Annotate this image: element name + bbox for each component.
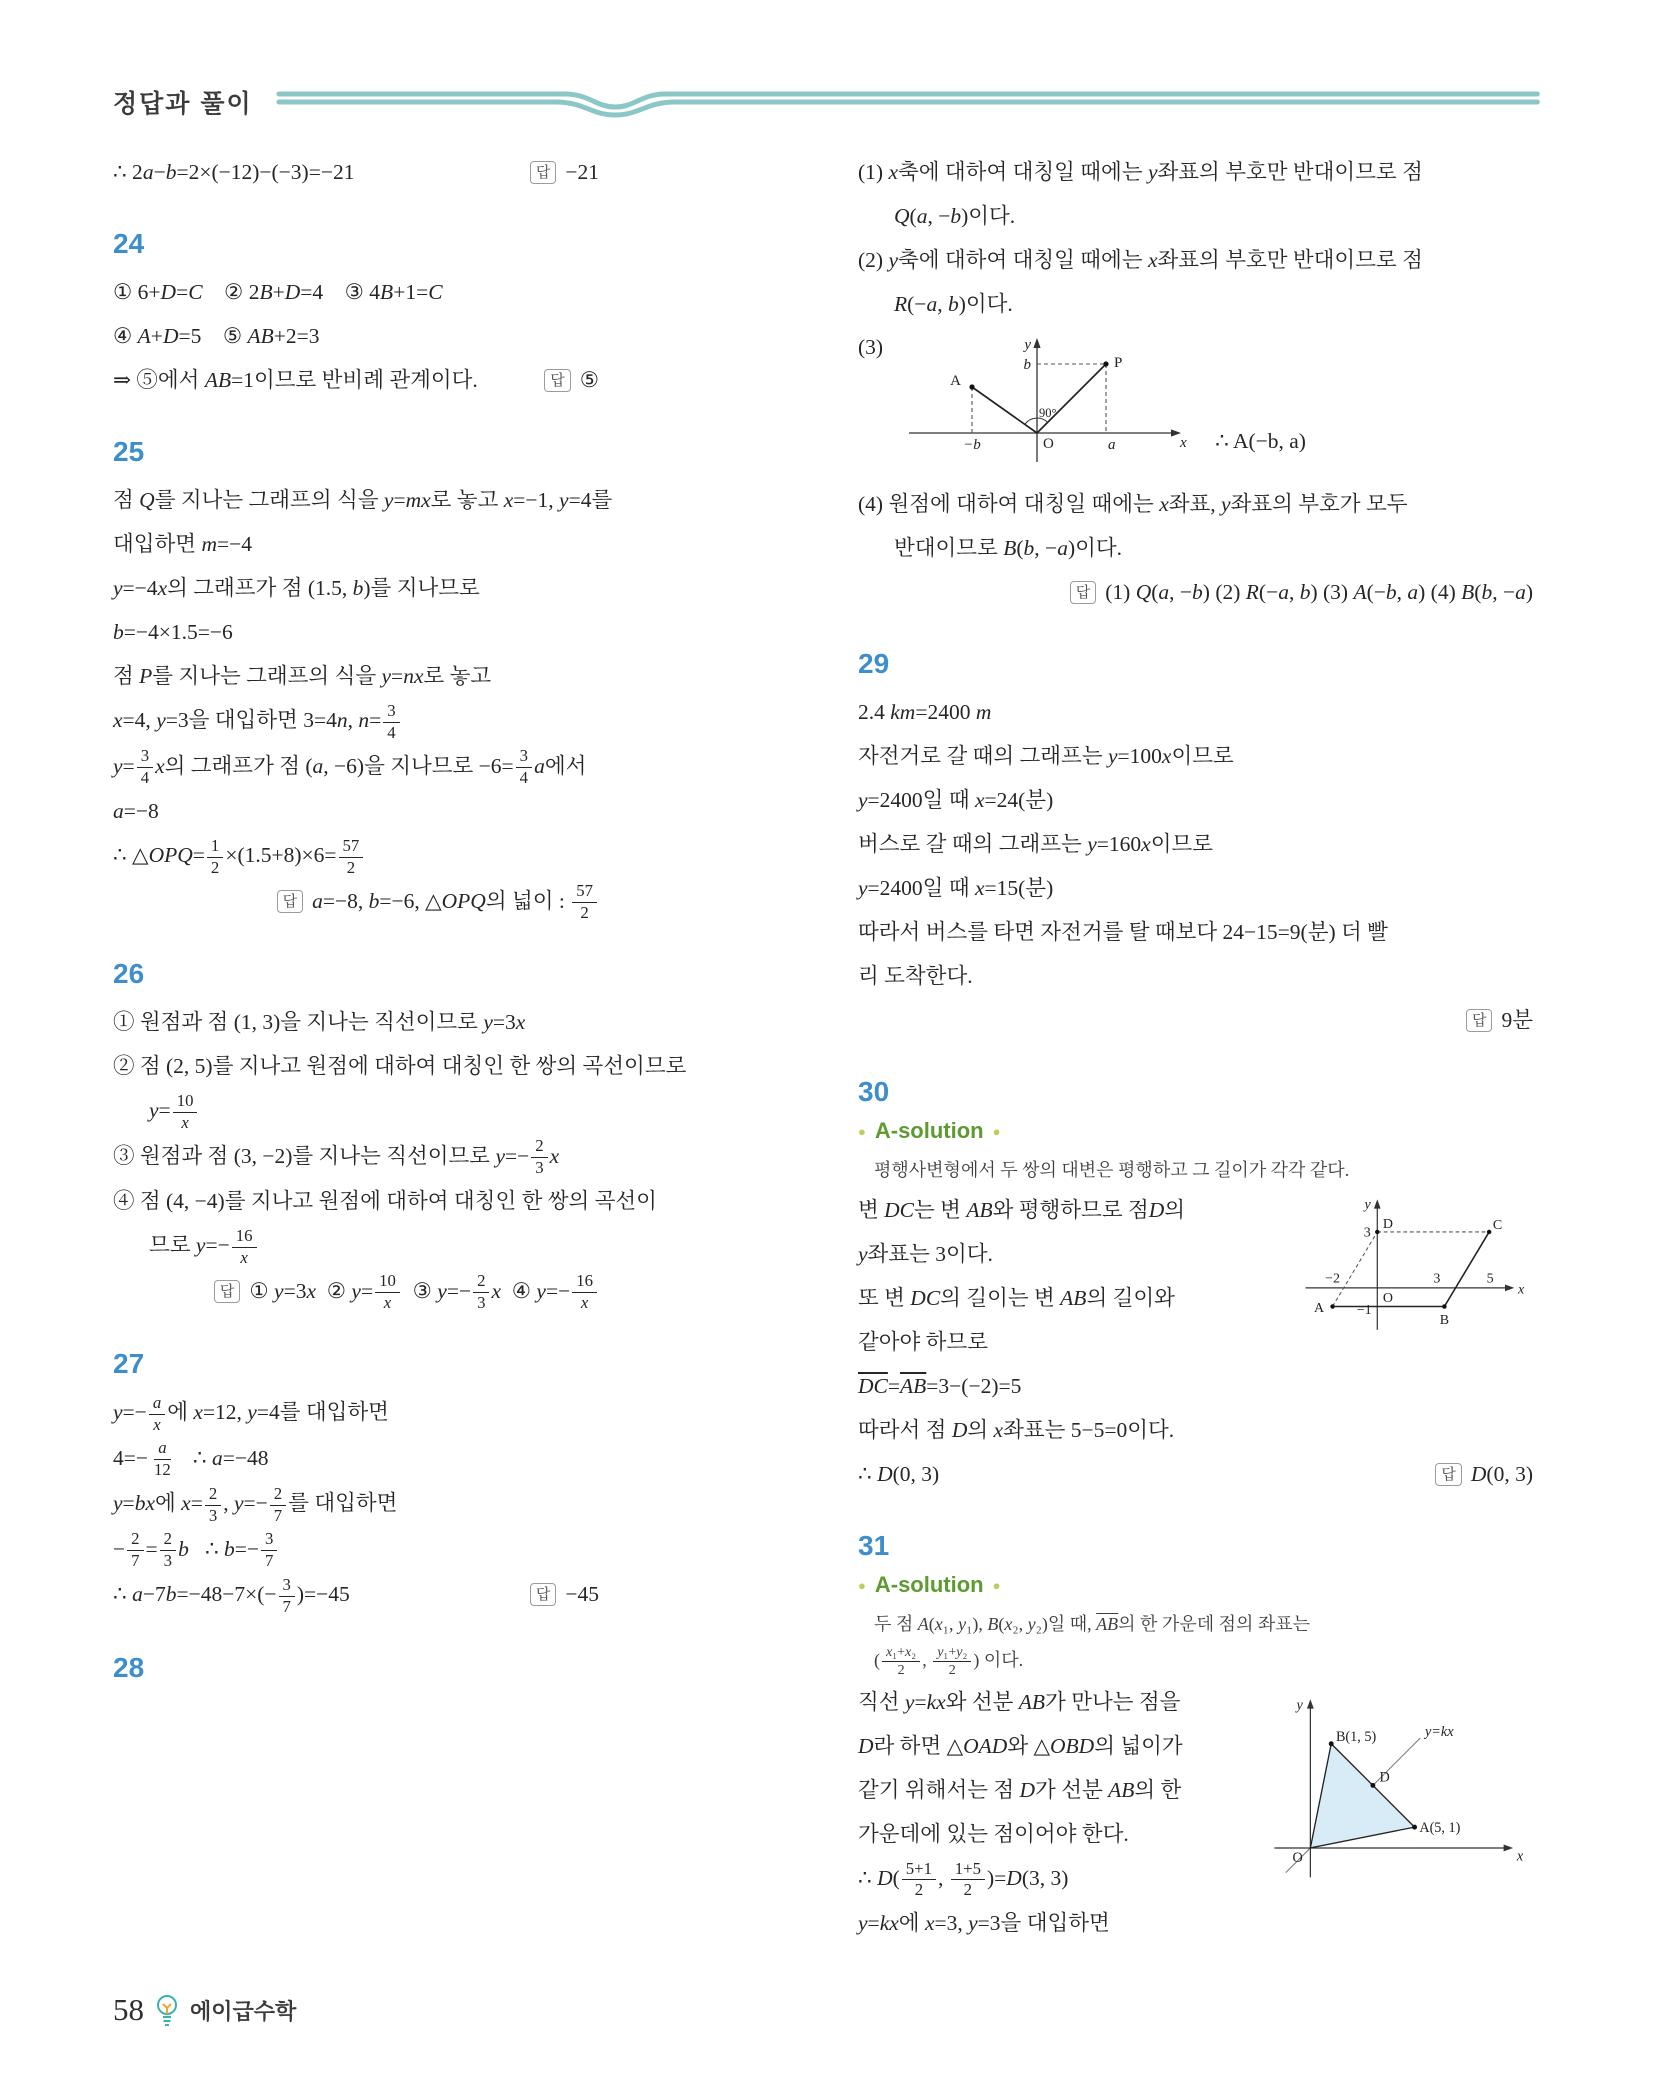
fraction: $\frac{1+5}{2}$ bbox=[951, 1859, 985, 1902]
fraction: $\frac{3}{4}$ bbox=[383, 701, 399, 744]
solution-text: 같아야 하므로 bbox=[858, 1330, 988, 1354]
solution-line bbox=[113, 522, 788, 566]
solution-line bbox=[113, 1088, 788, 1134]
solution-line bbox=[858, 690, 1533, 734]
fraction: $\frac{5+1}{2}$ bbox=[902, 1859, 936, 1902]
solution-line bbox=[113, 270, 788, 314]
solution-body bbox=[858, 1680, 1533, 1946]
overline: $\overline{AB}$ bbox=[1096, 1614, 1119, 1634]
page-footer bbox=[113, 1992, 296, 2028]
coordinate-figure-30 bbox=[1298, 1190, 1533, 1341]
solution-line bbox=[113, 1572, 599, 1618]
solution-line bbox=[113, 698, 788, 744]
point-a bbox=[969, 384, 974, 389]
solution-text: 자전거로 갈 때의 그래프는 y=100x이므로 bbox=[858, 744, 1234, 768]
fraction: $\frac{3}{4}$ bbox=[516, 746, 532, 789]
solution-line bbox=[113, 1436, 788, 1482]
solution-text: 대입하면 m=−4 bbox=[113, 532, 252, 556]
solution-lines bbox=[113, 270, 788, 402]
point-label-p: P bbox=[1114, 355, 1123, 371]
solution-line bbox=[858, 526, 1533, 570]
solution-text: 버스로 갈 때의 그래프는 y=160x이므로 bbox=[858, 832, 1213, 856]
point-label-b: B(1, 5) bbox=[1335, 1728, 1377, 1745]
origin-label: O bbox=[1043, 436, 1054, 452]
solution-line bbox=[113, 1179, 788, 1223]
axis-label-x: x bbox=[1180, 435, 1187, 451]
content bbox=[113, 150, 1533, 1951]
problem-number: 28 bbox=[113, 1651, 145, 1683]
solution-text: 리 도착한다. bbox=[858, 964, 973, 988]
solution-lines bbox=[858, 150, 1533, 326]
fraction: $\frac{3}{7}$ bbox=[279, 1575, 295, 1618]
fraction: $\frac{1}{2}$ bbox=[207, 836, 223, 879]
solution-line bbox=[113, 610, 788, 654]
bullet-icon: ● bbox=[992, 1123, 1001, 1139]
solution-line bbox=[858, 778, 1533, 822]
solution-text: ④ 점 (4, −4)를 지나고 원점에 대하여 대칭인 한 쌍의 곡선이 bbox=[113, 1189, 657, 1214]
solution-text: ① y=3x ② y= $\frac{10}{x}$ ③ y=− $\frac{2}{3}$ x ④ y=− $\frac{16}{x}$ bbox=[249, 1279, 599, 1303]
solution-line bbox=[858, 1408, 1533, 1452]
solution-text: ④ A+D=5 ⑤ AB+2=3 bbox=[113, 324, 320, 348]
x-axis-arrow bbox=[1505, 1285, 1514, 1292]
solution-text: 반대이므로 B(b, −a)이다. bbox=[894, 536, 1123, 560]
solution-line bbox=[858, 910, 1533, 954]
tick-label-a: a bbox=[1108, 437, 1116, 453]
problem-29 bbox=[858, 648, 1533, 1042]
fraction: $\frac{2}{7}$ bbox=[270, 1484, 286, 1527]
point-b bbox=[1329, 1741, 1334, 1746]
answer-value: D(0, 3) bbox=[1470, 1462, 1533, 1486]
solution-text: ∴ D(0, 3) bbox=[858, 1462, 940, 1486]
solution-line bbox=[113, 1481, 788, 1527]
problem-number: 30 bbox=[858, 1076, 890, 1107]
solution-text: b=−4×1.5=−6 bbox=[113, 620, 233, 644]
solution-note bbox=[858, 1606, 1533, 1680]
solution-line bbox=[858, 1452, 1533, 1496]
solution-text: y= $\frac{10}{x}$ bbox=[149, 1098, 199, 1122]
answer-badge: 답 bbox=[530, 1583, 557, 1606]
solution-text: y=−4x의 그래프가 점 (1.5, b)를 지나므로 bbox=[113, 576, 480, 600]
solution-text: 점 P를 지나는 그래프의 식을 y=nx로 놓고 bbox=[113, 664, 492, 688]
fraction: $\frac{\text{y₁+y₂}}{2}$ bbox=[933, 1644, 971, 1680]
problem-number: 24 bbox=[113, 228, 145, 259]
solution-text: ∴ a−7b=−48−7×(− $\frac{3}{7}$ )=−45 bbox=[113, 1574, 350, 1616]
solution-line bbox=[113, 833, 788, 879]
answer bbox=[1435, 1452, 1533, 1496]
solution-line bbox=[858, 954, 1533, 998]
origin-label: O bbox=[1292, 1850, 1303, 1867]
solution-text: 므로 y=− $\frac{16}{x}$ bbox=[149, 1233, 259, 1257]
solution-line bbox=[858, 866, 1533, 910]
problem-number: 26 bbox=[113, 958, 145, 990]
solution-line bbox=[113, 1134, 788, 1180]
answer-badge: 답 bbox=[1435, 1463, 1462, 1486]
solution-text: Q(a, −b)이다. bbox=[894, 204, 1016, 228]
angle-label: 90° bbox=[1039, 406, 1057, 420]
solution-line bbox=[858, 238, 1533, 282]
solution-text: 가운데에 있는 점이어야 한다. bbox=[858, 1821, 1129, 1846]
bullet-icon: ● bbox=[992, 1577, 1001, 1593]
point-label-d: D bbox=[1379, 1769, 1390, 1786]
a-solution-label: A-solution bbox=[874, 1572, 984, 1597]
axis-label-x: x bbox=[1516, 1848, 1524, 1865]
coordinate-figure-31 bbox=[1263, 1682, 1533, 1886]
solution-text: 평행사변형에서 두 쌍의 대변은 평행하고 그 길이가 각각 같다. bbox=[874, 1160, 1350, 1180]
solution-text: ③ 원점과 점 (3, −2)를 지나는 직선이므로 y=− $\frac{2}{3}$ x bbox=[113, 1136, 560, 1178]
problem-30 bbox=[858, 1076, 1533, 1496]
figure-result: ∴ A(−b, a) bbox=[1215, 429, 1306, 453]
tick-label-b: b bbox=[1023, 357, 1032, 373]
answer-badge: 답 bbox=[544, 369, 571, 392]
tick-label-3b: 3 bbox=[1433, 1271, 1441, 1287]
solution-text: (1) Q(a, −b) (2) R(−a, b) (3) A(−b, a) (4) B(b, −a) bbox=[1105, 580, 1533, 604]
solution-text: 점 Q를 지나는 그래프의 식을 y=mx로 놓고 x=−1, y=4를 bbox=[113, 488, 613, 512]
fraction: $\frac{10}{x}$ bbox=[375, 1271, 400, 1314]
point-b bbox=[1442, 1304, 1446, 1308]
solution-text: y=2400일 때 x=15(분) bbox=[858, 876, 1054, 900]
solution-lines bbox=[113, 478, 788, 924]
answer-value: −45 bbox=[565, 1582, 599, 1607]
point-a bbox=[1330, 1304, 1334, 1308]
solution-text: R(−a, b)이다. bbox=[894, 292, 1013, 316]
solution-text: ② 점 (2, 5)를 지나고 원점에 대하여 대칭인 한 쌍의 곡선이므로 bbox=[113, 1054, 687, 1079]
origin-label: O bbox=[1382, 1290, 1393, 1306]
problem-28 bbox=[113, 1652, 788, 1684]
solution-text: ① 원점과 점 (1, 3)을 지나는 직선이므로 y=3x bbox=[113, 1010, 526, 1035]
problem-number: 29 bbox=[858, 648, 890, 679]
a-solution-label: A-solution bbox=[874, 1118, 984, 1143]
solution-line bbox=[858, 1901, 1533, 1945]
solution-text: a=−8 bbox=[113, 799, 159, 824]
page-header bbox=[113, 84, 1541, 120]
point-label-a: A(5, 1) bbox=[1419, 1819, 1461, 1836]
page-title: 정답과 풀이 bbox=[113, 90, 253, 118]
problem-26 bbox=[113, 958, 788, 1314]
a-solution-header bbox=[858, 1572, 1533, 1598]
coordinate-figure-28-3 bbox=[887, 330, 1197, 480]
solution-line bbox=[858, 1152, 1533, 1188]
point-label-a: A bbox=[1314, 1301, 1325, 1317]
brand-name: 에이급수학 bbox=[190, 1998, 297, 2024]
column-left bbox=[113, 150, 788, 1694]
solution-text: 2.4 km=2400 m bbox=[858, 700, 992, 724]
bullet-icon: ● bbox=[858, 1123, 866, 1139]
solution-text: (1) x축에 대하여 대칭일 때에는 y좌표의 부호만 반대이므로 점 bbox=[858, 160, 1423, 184]
solution-line bbox=[113, 1269, 599, 1315]
ribbon-decoration bbox=[275, 85, 1541, 119]
point-label-c: C bbox=[1492, 1218, 1503, 1234]
fraction: $\frac{a}{12}$ bbox=[154, 1438, 171, 1480]
solution-line bbox=[858, 1364, 1533, 1408]
solution-text: ∴ D( $\frac{5+1}{2}$ , $\frac{1+5}{2}$ )=D(3, 3) bbox=[858, 1858, 1069, 1900]
answer bbox=[530, 1572, 599, 1616]
bulb-filament bbox=[163, 2004, 171, 2008]
y-axis-arrow bbox=[1374, 1199, 1381, 1208]
solution-line bbox=[113, 744, 788, 790]
solution-text: 변 DC는 변 AB와 평행하므로 점D의 bbox=[858, 1198, 1186, 1222]
problem-25 bbox=[113, 436, 788, 924]
answer-value: −21 bbox=[565, 160, 599, 184]
solution-text: ∴ △OPQ= $\frac{1}{2}$ ×(1.5+8)×6= $\frac{57}{2}$ bbox=[113, 843, 365, 867]
problem-27 bbox=[113, 1348, 788, 1618]
segment-bc bbox=[1444, 1232, 1489, 1307]
solution-text: 또 변 DC의 길이는 변 AB의 길이와 bbox=[858, 1286, 1175, 1310]
fraction: $\frac{16}{x}$ bbox=[572, 1271, 597, 1314]
solution-line bbox=[858, 1642, 1533, 1680]
solution-text: − $\frac{2}{7}$ = $\frac{2}{3}$ b ∴ b=− $\frac{3}{7}$ bbox=[113, 1537, 279, 1561]
problem-31 bbox=[858, 1530, 1533, 1945]
solution-text: y=− $\frac{a}{x}$ 에 x=12, y=4를 대입하면 bbox=[113, 1392, 389, 1434]
solution-text: 4=− $\frac{a}{12}$ ∴ a=−48 bbox=[113, 1438, 269, 1480]
solution-text: 따라서 버스를 타면 자전거를 탈 때보다 24−15=9(분) 더 빨 bbox=[858, 920, 1388, 944]
answer-badge: 답 bbox=[277, 890, 304, 913]
segment-oa bbox=[972, 387, 1037, 433]
solution-text: x=4, y=3을 대입하면 3=4n, n= $\frac{3}{4}$ bbox=[113, 708, 402, 732]
solution-text: 따라서 점 D의 x좌표는 5−5=0이다. bbox=[858, 1418, 1175, 1442]
solution-text: (2) y축에 대하여 대칭일 때에는 x좌표의 부호만 반대이므로 점 bbox=[858, 248, 1423, 272]
answer-value: ⑤ bbox=[579, 368, 599, 392]
solution-lines bbox=[858, 690, 1533, 1042]
item-label: (3) bbox=[858, 335, 884, 359]
problem-23-tail bbox=[113, 150, 788, 194]
solution-line bbox=[858, 570, 1533, 614]
solution-text: y= $\frac{3}{4}$ x의 그래프가 점 (a, −6)을 지나므로 −6= $\frac{3}{4}$ a에서 bbox=[113, 746, 587, 788]
solution-text: ( $\frac{\text{x₁+x₂}}{2}$ , $\frac{\text{y₁+y₂}}{2}$ ) 이다. bbox=[874, 1643, 1024, 1679]
tick-label-neg1: −1 bbox=[1356, 1302, 1372, 1318]
dashed-ad bbox=[1333, 1232, 1378, 1307]
lightbulb-icon bbox=[154, 1993, 180, 2027]
answer bbox=[530, 150, 599, 194]
solution-text: D라 하면 △OAD와 △OBD의 넓이가 bbox=[858, 1733, 1183, 1758]
column-right bbox=[858, 150, 1533, 1951]
solution-line bbox=[113, 358, 599, 402]
solution-line bbox=[113, 150, 599, 194]
solution-line bbox=[858, 998, 1533, 1042]
tick-label-neg-b: −b bbox=[963, 437, 981, 453]
problem-28-continued bbox=[858, 150, 1533, 614]
solution-lines bbox=[858, 482, 1533, 614]
axis-label-y: y bbox=[1024, 337, 1032, 353]
solution-line bbox=[858, 822, 1533, 866]
fraction: $\frac{2}{3}$ bbox=[531, 1136, 547, 1179]
fraction: $\frac{57}{2}$ bbox=[339, 836, 364, 879]
solution-text: 두 점 A(x₁, y₁), B(x₂, y₂)일 때, $\overline{AB}$의 한 가운데 점의 좌표는 bbox=[874, 1614, 1311, 1634]
solution-line bbox=[858, 1606, 1533, 1642]
problem-number: 27 bbox=[113, 1348, 145, 1380]
fraction: $\frac{10}{x}$ bbox=[173, 1091, 198, 1134]
tick-label-neg2: −2 bbox=[1325, 1271, 1340, 1287]
point-a bbox=[1412, 1825, 1417, 1830]
solution-line bbox=[858, 282, 1533, 326]
ribbon-line-bottom bbox=[279, 102, 1538, 115]
answer-badge: 답 bbox=[1466, 1009, 1493, 1032]
problem-number: 25 bbox=[113, 436, 145, 467]
answer bbox=[544, 358, 599, 402]
answer-badge: 답 bbox=[1070, 581, 1097, 604]
overline: $\overline{AB}$ bbox=[900, 1374, 927, 1398]
fraction: $\frac{a}{x}$ bbox=[149, 1393, 165, 1436]
solution-line bbox=[113, 1527, 788, 1573]
solution-line bbox=[113, 879, 599, 925]
solution-text: ① 6+D=C ② 2B+D=4 ③ 4B+1=C bbox=[113, 280, 443, 304]
problem-24 bbox=[113, 228, 788, 402]
y-axis-arrow bbox=[1033, 338, 1040, 348]
solution-line bbox=[113, 1000, 788, 1044]
fraction: $\frac{2}{3}$ bbox=[205, 1484, 221, 1527]
point-label-d: D bbox=[1382, 1217, 1393, 1233]
axis-label-y: y bbox=[1296, 1697, 1303, 1714]
solution-line bbox=[113, 654, 788, 698]
solution-line bbox=[113, 478, 788, 522]
solution-line bbox=[113, 1044, 788, 1088]
overline: $\overline{DC}$ bbox=[858, 1374, 888, 1398]
point-d bbox=[1375, 1230, 1379, 1234]
solution-lines bbox=[113, 1390, 788, 1618]
solution-line bbox=[113, 1223, 788, 1269]
solution-text: $\overline{DC}=\overline{AB}=3-(-2)=5$ bbox=[858, 1374, 1022, 1398]
solution-line bbox=[113, 789, 788, 833]
point-p bbox=[1103, 361, 1108, 366]
solution-text: ⇒ ⑤에서 AB=1이므로 반비례 관계이다. bbox=[113, 368, 478, 392]
bullet-icon: ● bbox=[858, 1577, 866, 1593]
point-label-b: B bbox=[1439, 1313, 1450, 1329]
tick-label-3: 3 bbox=[1363, 1225, 1371, 1241]
fraction: $\frac{3}{7}$ bbox=[261, 1529, 277, 1572]
solution-text: a=−8, b=−6, △OPQ의 넓이 : $\frac{57}{2}$ bbox=[312, 889, 599, 913]
figure-row-28-3 bbox=[858, 330, 1533, 480]
solution-line bbox=[113, 1390, 788, 1436]
point-label-a: A bbox=[950, 373, 962, 389]
axis-label-y: y bbox=[1364, 1197, 1371, 1213]
tick-label-5: 5 bbox=[1486, 1271, 1494, 1287]
solution-text: y=bx에 x= $\frac{2}{3}$ , y=− $\frac{2}{7}$ 를 대입하면 bbox=[113, 1483, 398, 1525]
answer-badge: 답 bbox=[214, 1280, 241, 1303]
fraction: $\frac{16}{x}$ bbox=[232, 1226, 257, 1269]
solution-text: y좌표는 3이다. bbox=[858, 1242, 993, 1266]
problem-number: 31 bbox=[858, 1530, 890, 1561]
answer-badge: 답 bbox=[530, 161, 557, 184]
page-number: 58 bbox=[113, 1992, 144, 2027]
fraction: $\frac{\text{x₁+x₂}}{2}$ bbox=[882, 1644, 920, 1680]
a-solution-header bbox=[858, 1118, 1533, 1144]
solution-text: 직선 y=kx와 선분 AB가 만나는 점을 bbox=[858, 1689, 1181, 1714]
solution-line bbox=[113, 314, 788, 358]
solution-lines bbox=[113, 1000, 788, 1314]
y-axis-arrow bbox=[1307, 1699, 1314, 1708]
axis-label-x: x bbox=[1518, 1282, 1525, 1298]
solution-line bbox=[858, 194, 1533, 238]
fraction: $\frac{2}{7}$ bbox=[127, 1529, 143, 1572]
solution-text: y=kx에 x=3, y=3을 대입하면 bbox=[858, 1911, 1110, 1936]
solution-text: (4) 원점에 대하여 대칭일 때에는 x좌표, y좌표의 부호가 모두 bbox=[858, 492, 1408, 516]
solution-body bbox=[858, 1188, 1533, 1496]
fraction: $\frac{3}{4}$ bbox=[137, 746, 153, 789]
solution-line bbox=[113, 566, 788, 610]
fraction: $\frac{57}{2}$ bbox=[572, 881, 597, 924]
solution-line bbox=[858, 734, 1533, 778]
x-axis-arrow bbox=[1504, 1844, 1513, 1851]
line-label: y=kx bbox=[1425, 1724, 1454, 1741]
solution-text: ∴ 2a−b=2×(−12)−(−3)=−21 bbox=[113, 160, 355, 184]
fraction: $\frac{2}{3}$ bbox=[473, 1271, 489, 1314]
fraction: $\frac{2}{3}$ bbox=[160, 1529, 176, 1572]
solution-text: 9분 bbox=[1501, 1008, 1533, 1032]
point-d bbox=[1370, 1783, 1375, 1788]
point-c bbox=[1487, 1230, 1491, 1234]
solution-line bbox=[858, 150, 1533, 194]
solution-text: 같기 위해서는 점 D가 선분 AB의 한 bbox=[858, 1777, 1182, 1802]
solution-text: y=2400일 때 x=24(분) bbox=[858, 788, 1054, 812]
solution-line bbox=[858, 482, 1533, 526]
solution-note bbox=[858, 1152, 1533, 1188]
